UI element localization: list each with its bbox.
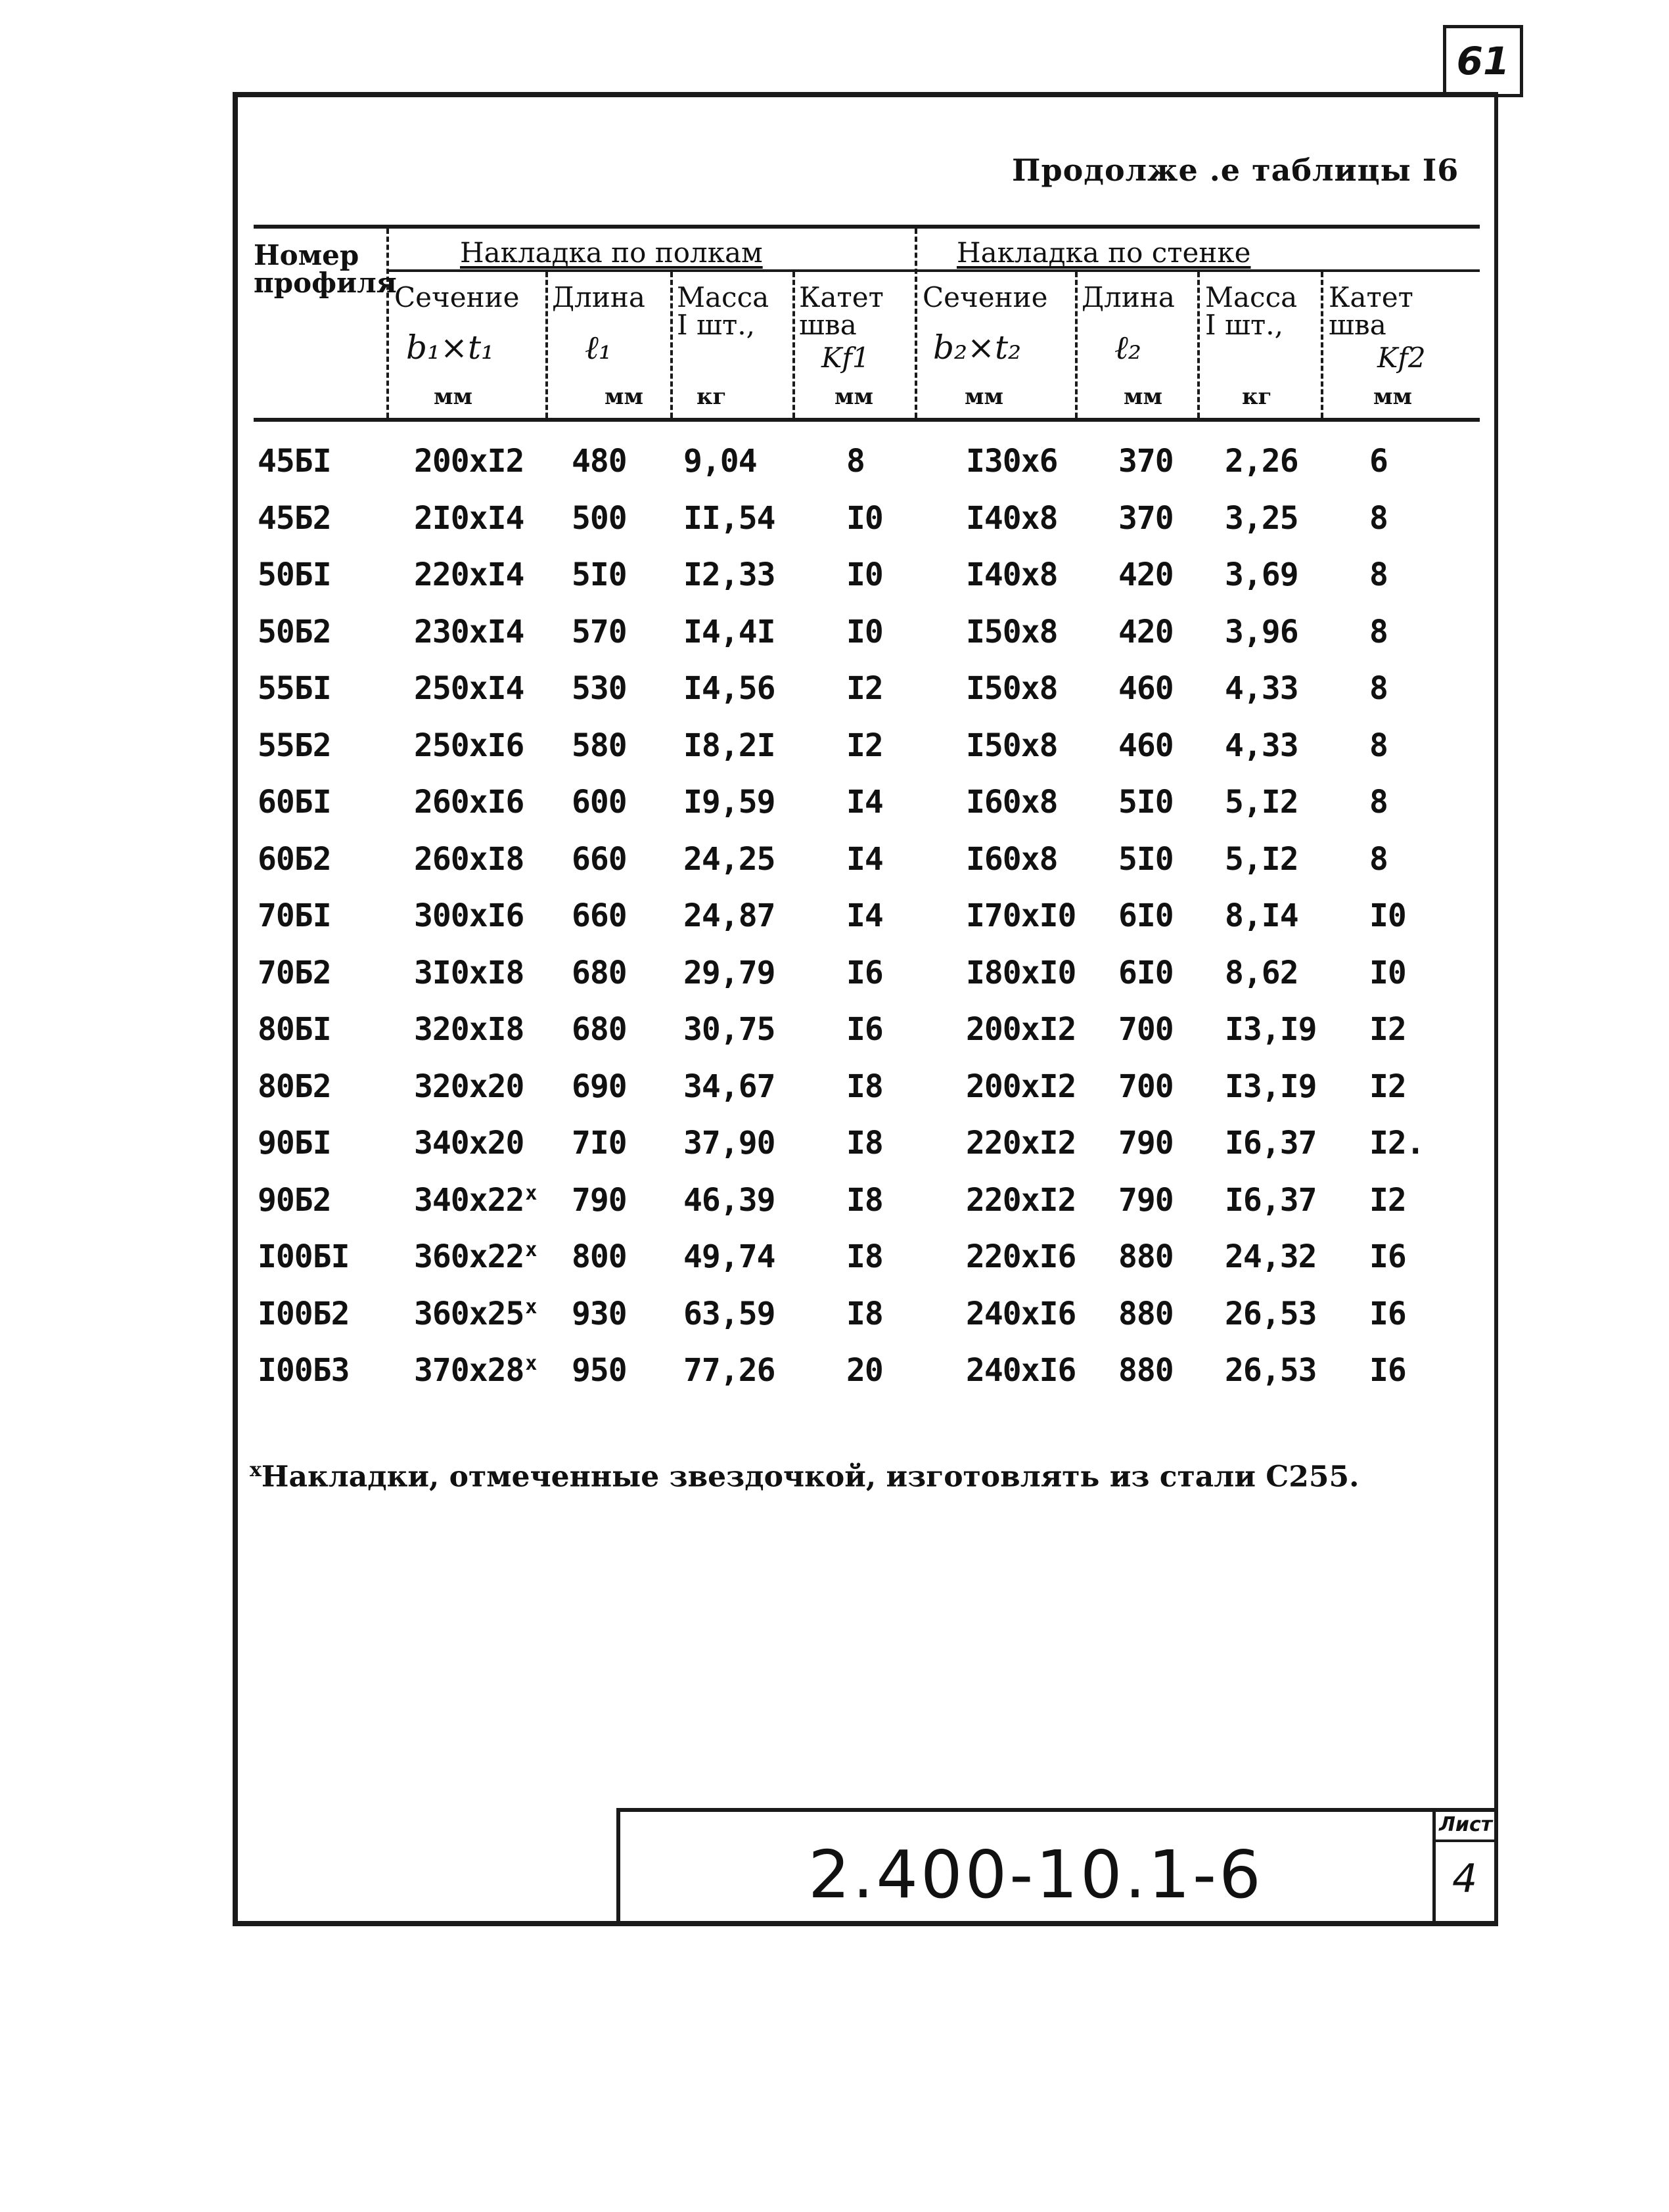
cell-s1-text: 220xI4 [414, 556, 524, 593]
cell-k1: I2 [846, 670, 883, 707]
cell-k1: I8 [846, 1068, 883, 1105]
cell-s2: 220xI6 [966, 1238, 1076, 1275]
cell-s1-text: 2I0xI4 [414, 500, 524, 537]
cell-l1: 690 [572, 1068, 627, 1105]
web-length-symbol: ℓ₂ [1114, 328, 1141, 367]
cell-l1: 500 [572, 500, 627, 537]
flange-section-unit: мм [434, 384, 473, 410]
col-divider [1075, 272, 1078, 418]
sheet-label: Лист [1439, 1813, 1493, 1836]
col-divider [1321, 272, 1323, 418]
cell-s1 [414, 614, 525, 650]
web-weld-symbol: Kf2 [1377, 342, 1426, 374]
footnote-marker: x [525, 1238, 537, 1261]
cell-s2: 220xI2 [966, 1125, 1076, 1162]
flange-weld-label2: шва [799, 309, 857, 341]
cell-w1: 46,39 [683, 1182, 775, 1219]
cell-k2: I0 [1369, 955, 1406, 991]
cell-k1: I4 [846, 784, 883, 821]
cell-w2: 8,62 [1225, 955, 1298, 991]
footnote [248, 1458, 1359, 1494]
cell-w1: 9,04 [683, 443, 757, 480]
cell-k1: I0 [846, 556, 883, 593]
cell-s2: I50x8 [966, 670, 1058, 707]
cell-s1-text: 3I0xI8 [414, 955, 524, 991]
cell-l2: 700 [1118, 1011, 1174, 1048]
cell-s2: 240xI6 [966, 1296, 1076, 1332]
sheet-divider [1432, 1840, 1498, 1842]
cell-s1 [414, 784, 525, 821]
cell-s1-text: 370x28 [414, 1352, 524, 1389]
cell-profile: 60Б2 [258, 841, 331, 878]
cell-k1: I8 [846, 1238, 883, 1275]
cell-l1: 660 [572, 841, 627, 878]
cell-s1-text: 230xI4 [414, 614, 524, 650]
cell-w2: 2,26 [1225, 443, 1298, 480]
cell-s2: I80xI0 [966, 955, 1076, 991]
continuation-title: Продолже .е таблицы I6 [1012, 152, 1459, 188]
cell-w1: 34,67 [683, 1068, 775, 1105]
cell-profile: 45Б2 [258, 500, 331, 537]
cell-profile: 50БI [258, 556, 331, 593]
footnote-marker: x [525, 1182, 537, 1205]
footnote-marker: x [525, 1352, 537, 1375]
cell-s1 [414, 1068, 525, 1105]
web-length-unit: мм [1124, 384, 1163, 410]
cell-l1: 5I0 [572, 556, 627, 593]
cell-s1-text: 360x25 [414, 1296, 524, 1332]
cell-s2: 220xI2 [966, 1182, 1076, 1219]
flange-section-label: Сечение [394, 281, 520, 313]
cell-w2: I3,I9 [1225, 1068, 1317, 1105]
flange-section-symbol: b₁×t₁ [406, 328, 495, 367]
cell-profile: 80БI [258, 1011, 331, 1048]
cell-s2: I60x8 [966, 841, 1058, 878]
cell-l2: 6I0 [1118, 955, 1174, 991]
cell-l2: 420 [1118, 614, 1174, 650]
footnote-text: Накладки, отмеченные звездочкой, изготовлять из стали С255. [261, 1460, 1360, 1494]
cell-l2: 370 [1118, 443, 1174, 480]
cell-s1 [414, 1011, 525, 1048]
cell-s1 [414, 1125, 525, 1162]
cell-k2: I2 [1369, 1011, 1406, 1048]
cell-k2: 8 [1369, 556, 1388, 593]
cell-l2: 880 [1118, 1238, 1174, 1275]
web-section-unit: мм [965, 384, 1004, 410]
web-section-symbol: b₂×t₂ [933, 328, 1022, 367]
footnote-mark: x [250, 1458, 262, 1481]
cell-s2: I50x8 [966, 727, 1058, 764]
cell-w1: 24,25 [683, 841, 775, 878]
cell-k1: I2 [846, 727, 883, 764]
profile-col-label-1: Номер [254, 239, 359, 271]
cell-w2: I6,37 [1225, 1182, 1317, 1219]
cell-w1: II,54 [683, 500, 775, 537]
flange-weld-label: Катет [799, 281, 884, 313]
cell-s1-text: 340x22 [414, 1182, 524, 1219]
cell-s1 [414, 1296, 536, 1332]
flange-length-unit: мм [605, 384, 644, 410]
web-weld-unit: мм [1373, 384, 1413, 410]
cell-w2: 26,53 [1225, 1296, 1317, 1332]
web-section-label: Сечение [923, 281, 1048, 313]
col-divider [545, 272, 548, 418]
col-divider [792, 272, 795, 418]
cell-k1: I8 [846, 1182, 883, 1219]
cell-w2: 5,I2 [1225, 841, 1298, 878]
col-divider [1197, 272, 1200, 418]
cell-l2: 790 [1118, 1182, 1174, 1219]
cell-w2: 3,96 [1225, 614, 1298, 650]
cell-l2: 370 [1118, 500, 1174, 537]
header-group-rule [389, 269, 1480, 272]
cell-w1: I4,56 [683, 670, 775, 707]
header-top-rule [254, 225, 1480, 229]
cell-s2: I30x6 [966, 443, 1058, 480]
cell-s1-text: 320xI8 [414, 1011, 524, 1048]
cell-s2: 240xI6 [966, 1352, 1076, 1389]
cell-k2: 8 [1369, 670, 1388, 707]
cell-k2: I6 [1369, 1296, 1406, 1332]
cell-l2: 460 [1118, 727, 1174, 764]
cell-w2: 4,33 [1225, 727, 1298, 764]
cell-s1-text: 360x22 [414, 1238, 524, 1275]
cell-l2: 420 [1118, 556, 1174, 593]
cell-w2: 3,69 [1225, 556, 1298, 593]
cell-l2: 6I0 [1118, 897, 1174, 934]
cell-k2: I2 [1369, 1182, 1406, 1219]
cell-k1: 8 [846, 443, 865, 480]
cell-s2: I50x8 [966, 614, 1058, 650]
header-bottom-rule [254, 418, 1480, 422]
cell-l1: 530 [572, 670, 627, 707]
sheet-number: 4 [1452, 1856, 1478, 1902]
cell-k1: I6 [846, 955, 883, 991]
cell-w1: I4,4I [683, 614, 775, 650]
cell-l1: 570 [572, 614, 627, 650]
cell-profile: 90БI [258, 1125, 331, 1162]
cell-s1 [414, 1352, 536, 1389]
cell-profile: I00Б2 [258, 1296, 350, 1332]
cell-w2: I3,I9 [1225, 1011, 1317, 1048]
cell-s1 [414, 443, 525, 480]
document-code: 2.400-10.1-6 [808, 1836, 1264, 1913]
cell-w2: 5,I2 [1225, 784, 1298, 821]
cell-profile: 45БI [258, 443, 331, 480]
cell-s2: I40x8 [966, 500, 1058, 537]
cell-profile: 70БI [258, 897, 331, 934]
cell-profile: 70Б2 [258, 955, 331, 991]
col-divider [386, 229, 389, 418]
cell-l1: 580 [572, 727, 627, 764]
cell-s2: I70xI0 [966, 897, 1076, 934]
cell-k1: I0 [846, 500, 883, 537]
cell-profile: 90Б2 [258, 1182, 331, 1219]
cell-profile: 80Б2 [258, 1068, 331, 1105]
cell-w1: I2,33 [683, 556, 775, 593]
cell-w1: 24,87 [683, 897, 775, 934]
cell-k2: 8 [1369, 784, 1388, 821]
cell-k2: 6 [1369, 443, 1388, 480]
flange-weld-unit: мм [834, 384, 874, 410]
cell-l1: 480 [572, 443, 627, 480]
cell-w2: 4,33 [1225, 670, 1298, 707]
web-mass-label2: I шт., [1205, 309, 1283, 341]
cell-k1: I8 [846, 1125, 883, 1162]
cell-w1: 77,26 [683, 1352, 775, 1389]
cell-k2: I2. [1369, 1125, 1425, 1162]
cell-w2: I6,37 [1225, 1125, 1317, 1162]
flange-length-label: Длина [552, 281, 645, 313]
cell-s2: 200xI2 [966, 1068, 1076, 1105]
cell-s1-text: 300xI6 [414, 897, 524, 934]
cell-s2: I40x8 [966, 556, 1058, 593]
cell-s1 [414, 841, 525, 878]
cell-k2: 8 [1369, 614, 1388, 650]
cell-w1: 37,90 [683, 1125, 775, 1162]
cell-profile: 55Б2 [258, 727, 331, 764]
cell-s1 [414, 955, 525, 991]
footnote-marker: x [525, 1296, 537, 1319]
cell-l1: 7I0 [572, 1125, 627, 1162]
web-mass-label: Масса [1205, 281, 1298, 313]
cell-l1: 800 [572, 1238, 627, 1275]
cell-profile: 50Б2 [258, 614, 331, 650]
cell-k1: I6 [846, 1011, 883, 1048]
cell-s1-text: 260xI6 [414, 784, 524, 821]
cell-k2: I0 [1369, 897, 1406, 934]
flange-mass-label: Масса [677, 281, 769, 313]
cell-k1: I8 [846, 1296, 883, 1332]
web-length-label: Длина [1082, 281, 1175, 313]
cell-l2: 700 [1118, 1068, 1174, 1105]
col-divider [915, 229, 917, 418]
cell-l1: 680 [572, 1011, 627, 1048]
cell-s1 [414, 1182, 536, 1219]
cell-l2: 880 [1118, 1352, 1174, 1389]
flange-mass-label2: I шт., [677, 309, 755, 341]
cell-s2: 200xI2 [966, 1011, 1076, 1048]
cell-k1: I4 [846, 841, 883, 878]
web-mass-unit: кг [1242, 384, 1272, 410]
cell-l1: 950 [572, 1352, 627, 1389]
profile-col-label-2: профиля [254, 267, 397, 299]
cell-w2: 8,I4 [1225, 897, 1298, 934]
cell-k2: 8 [1369, 500, 1388, 537]
cell-l1: 790 [572, 1182, 627, 1219]
cell-w1: 29,79 [683, 955, 775, 991]
cell-s1-text: 340x20 [414, 1125, 524, 1162]
group-web-title: Накладка по стенке [957, 237, 1251, 269]
web-weld-label: Катет [1329, 281, 1413, 313]
cell-s1 [414, 556, 525, 593]
cell-l2: 5I0 [1118, 841, 1174, 878]
flange-length-symbol: ℓ₁ [585, 328, 612, 367]
cell-l2: 880 [1118, 1296, 1174, 1332]
cell-profile: I00БI [258, 1238, 350, 1275]
cell-k2: I6 [1369, 1238, 1406, 1275]
cell-s1-text: 250xI4 [414, 670, 524, 707]
cell-profile: 55БI [258, 670, 331, 707]
cell-profile: I00Б3 [258, 1352, 350, 1389]
cell-s1-text: 200xI2 [414, 443, 524, 480]
cell-w2: 3,25 [1225, 500, 1298, 537]
cell-l2: 790 [1118, 1125, 1174, 1162]
web-weld-label2: шва [1329, 309, 1386, 341]
cell-k2: 8 [1369, 841, 1388, 878]
cell-l2: 460 [1118, 670, 1174, 707]
cell-profile: 60БI [258, 784, 331, 821]
cell-k2: 8 [1369, 727, 1388, 764]
group-flange-title: Накладка по полкам [460, 237, 763, 269]
cell-w1: I8,2I [683, 727, 775, 764]
cell-s1 [414, 727, 525, 764]
cell-w2: 24,32 [1225, 1238, 1317, 1275]
cell-w2: 26,53 [1225, 1352, 1317, 1389]
cell-s1-text: 250xI6 [414, 727, 524, 764]
cell-k2: I2 [1369, 1068, 1406, 1105]
cell-k1: I4 [846, 897, 883, 934]
cell-l1: 600 [572, 784, 627, 821]
cell-w1: I9,59 [683, 784, 775, 821]
cell-l1: 680 [572, 955, 627, 991]
cell-k1: I0 [846, 614, 883, 650]
cell-s1-text: 260xI8 [414, 841, 524, 878]
cell-w1: 30,75 [683, 1011, 775, 1048]
cell-l1: 660 [572, 897, 627, 934]
cell-s1 [414, 897, 525, 934]
cell-s1 [414, 500, 525, 537]
cell-l2: 5I0 [1118, 784, 1174, 821]
cell-w1: 49,74 [683, 1238, 775, 1275]
flange-weld-symbol: Kf1 [821, 342, 870, 374]
cell-s2: I60x8 [966, 784, 1058, 821]
page-number: 61 [1443, 25, 1523, 97]
cell-s1-text: 320x20 [414, 1068, 524, 1105]
cell-l1: 930 [572, 1296, 627, 1332]
cell-k1: 20 [846, 1352, 883, 1389]
col-divider [670, 272, 673, 418]
cell-w1: 63,59 [683, 1296, 775, 1332]
cell-k2: I6 [1369, 1352, 1406, 1389]
cell-s1 [414, 1238, 536, 1275]
cell-s1 [414, 670, 525, 707]
flange-mass-unit: кг [697, 384, 727, 410]
